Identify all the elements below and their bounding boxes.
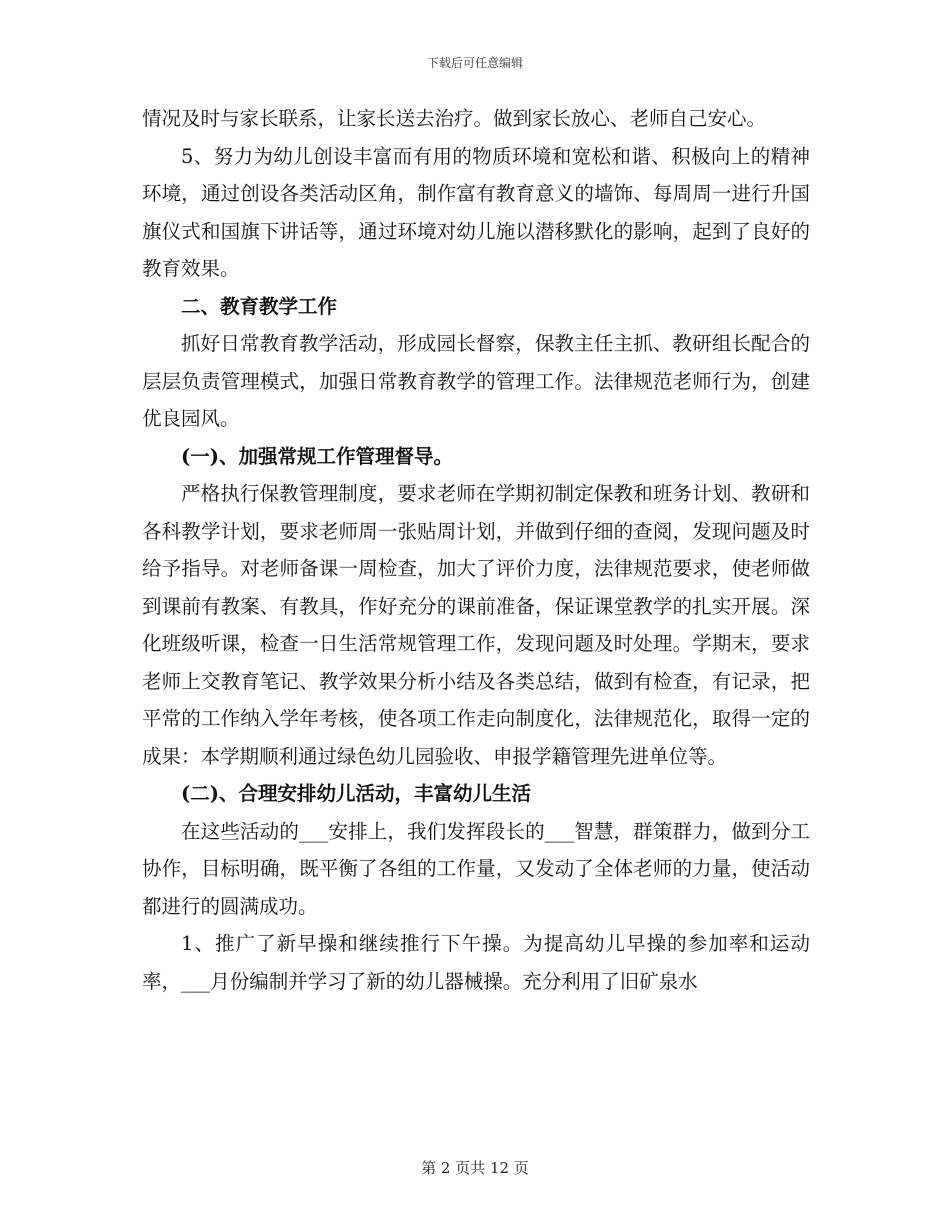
document-body — [142, 100, 810, 1000]
paragraph-routine-supervision: 严格执行保教管理制度，要求老师在学期初制定保教和班务计划、教研和各科教学计划，要求老师周一张贴周计划，并做到仔细的查阅，发现问题及时给予指导。对老师备课一周检查，加大了评价力度，法律规范要求，使老师做到课前有教案、有教具，作好充分的课前准备，保证课堂教学的扎实开展。深化班级听课，检查一日生活常规管理工作，发现问题及时处理。学期末，要求老师上交教育笔记、教学效果分析小结及各类总结，做到有检查，有记录，把平常的工作纳入学年考核，使各项工作走向制度化，法律规范化，取得一定的成果：本学期顺利通过绿色幼儿园验收、申报学籍管理先进单位等。 — [142, 482, 810, 768]
paragraph-morning-exercise: 1、推广了新早操和继续推行下午操。为提高幼儿早操的参加率和运动率，___月份编制并学习了新的幼儿器械操。充分利用了旧矿泉水 — [142, 932, 810, 993]
page-footer: 第 2 页共 12 页 — [421, 1159, 529, 1177]
section-heading-teaching: 二、教育教学工作 — [181, 294, 338, 318]
paragraph-teaching-management: 抓好日常教育教学活动，形成园长督察，保教主任主抓、教研组长配合的层层负责管理模式，加强日常教育教学的管理工作。法律规范老师行为，创建优良园风。 — [142, 332, 810, 430]
subsection-heading-routine: (一)、加强常规工作管理督导。 — [181, 444, 453, 468]
subsection-heading-activities: (二)、合理安排幼儿活动，丰富幼儿生活 — [181, 782, 531, 805]
page-header: 下载后可任意编辑 — [426, 56, 523, 70]
paragraph-environment: 5、努力为幼儿创设丰富而有用的物质环境和宽松和谐、积极向上的精神环境，通过创设各类活动区角，制作富有教育意义的墙饰、每周周一进行升国旗仪式和国旗下讲话等，通过环境对幼儿施以潜移默化的影响，起到了良好的教育效果。 — [142, 144, 810, 280]
paragraph-continued: 情况及时与家长联系，让家长送去治疗。做到家长放心、老师自己安心。 — [142, 107, 767, 130]
paragraph-activities: 在这些活动的___安排上，我们发挥段长的___智慧，群策群力，做到分工协作，目标明确，既平衡了各组的工作量，又发动了全体老师的力量，使活动都进行的圆满成功。 — [142, 819, 810, 918]
